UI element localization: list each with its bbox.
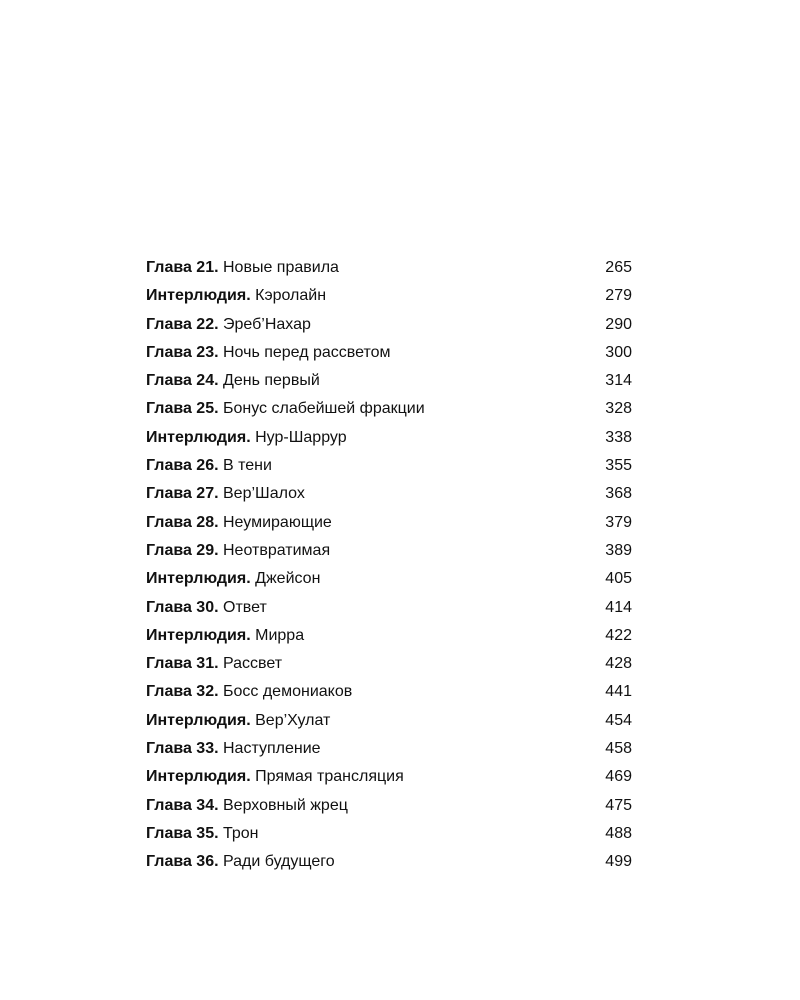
entry-label: Глава 33.: [146, 740, 219, 758]
entry-page-number: 389: [605, 541, 632, 559]
entry-title: Наступление: [223, 740, 321, 758]
entry-title: Бонус слабейшей фракции: [223, 400, 425, 418]
entry-page-number: 300: [605, 343, 632, 361]
entry-label: Глава 21.: [146, 259, 219, 276]
entry-page-number: 488: [605, 824, 632, 842]
entry-heading: [146, 792, 348, 820]
entry-label: Глава 25.: [146, 400, 219, 418]
entry-label: Глава 26.: [146, 457, 219, 475]
toc-entry[interactable]: [146, 594, 632, 622]
entry-page-number: 290: [605, 315, 632, 333]
entry-label: Глава 28.: [146, 513, 219, 531]
toc-entry[interactable]: [146, 820, 632, 848]
entry-label: Интерлюдия.: [146, 428, 251, 446]
entry-title: Неотвратимая: [223, 541, 331, 559]
toc-entry[interactable]: [146, 509, 632, 537]
entry-page-number: 458: [605, 740, 632, 758]
toc-entry[interactable]: [146, 678, 632, 706]
entry-heading: [146, 707, 330, 735]
toc-entry[interactable]: [146, 339, 632, 367]
entry-heading: [146, 735, 321, 763]
entry-title: Неумирающие: [223, 513, 332, 531]
toc-entry[interactable]: [146, 424, 632, 452]
entry-heading: [146, 678, 352, 706]
entry-page-number: 499: [605, 853, 632, 871]
entry-page-number: 405: [605, 570, 632, 588]
toc-entry[interactable]: [146, 707, 632, 735]
entry-page-number: 368: [605, 485, 632, 503]
entry-title: Вер’Хулат: [255, 711, 331, 729]
entry-title: Вер’Шалох: [223, 485, 305, 503]
entry-label: Интерлюдия.: [146, 768, 251, 786]
entry-label: Глава 29.: [146, 541, 219, 559]
entry-page-number: 454: [605, 711, 632, 729]
entry-label: Глава 31.: [146, 655, 219, 673]
entry-heading: [146, 339, 391, 367]
entry-heading: [146, 254, 339, 282]
entry-page-number: 379: [605, 513, 632, 531]
entry-label: Глава 22.: [146, 315, 219, 333]
entry-page-number: 428: [605, 655, 632, 673]
entry-label: Глава 34.: [146, 796, 219, 814]
entry-title: Рассвет: [223, 655, 283, 673]
toc-entry[interactable]: [146, 622, 632, 650]
entry-heading: [146, 622, 304, 650]
entry-label: Интерлюдия.: [146, 626, 251, 644]
toc-entry[interactable]: [146, 311, 632, 339]
toc-entry[interactable]: [146, 848, 632, 876]
toc-entry[interactable]: [146, 367, 632, 395]
entry-title: Верховный жрец: [223, 796, 348, 814]
toc-entry[interactable]: [146, 763, 632, 791]
entry-heading: [146, 367, 320, 395]
entry-heading: [146, 395, 425, 423]
entry-heading: [146, 311, 311, 339]
entry-label: Глава 32.: [146, 683, 219, 701]
entry-heading: [146, 452, 272, 480]
entry-title: Кэролайн: [255, 287, 327, 305]
entry-page-number: 279: [605, 287, 632, 305]
entry-title: Ночь перед рассветом: [223, 343, 391, 361]
entry-title: Трон: [223, 824, 259, 842]
entry-title: День первый: [223, 372, 320, 390]
toc-entry[interactable]: [146, 735, 632, 763]
toc-entry[interactable]: [146, 282, 632, 310]
entry-heading: [146, 848, 335, 876]
entry-label: Глава 35.: [146, 824, 219, 842]
entry-title: Нур-Шаррур: [255, 428, 347, 446]
entry-label: Глава 24.: [146, 372, 219, 390]
toc-entry[interactable]: [146, 395, 632, 423]
entry-page-number: 469: [605, 768, 632, 786]
entry-title: Мирра: [255, 626, 305, 644]
entry-title: Новые правила: [223, 259, 339, 276]
entry-label: Интерлюдия.: [146, 287, 251, 305]
entry-title: Эреб’Нахар: [223, 315, 311, 333]
entry-heading: [146, 650, 282, 678]
entry-label: Глава 30.: [146, 598, 219, 616]
entry-page-number: 314: [605, 372, 632, 390]
toc-entry[interactable]: [146, 537, 632, 565]
entry-page-number: 422: [605, 626, 632, 644]
entry-title: Ответ: [223, 598, 267, 616]
entry-heading: [146, 509, 332, 537]
toc-entry[interactable]: [146, 565, 632, 593]
entry-title: Ради будущего: [223, 853, 335, 871]
entry-heading: [146, 565, 320, 593]
toc-entry[interactable]: [146, 792, 632, 820]
entry-page-number: 441: [605, 683, 632, 701]
entry-heading: [146, 282, 326, 310]
entry-page-number: 475: [605, 796, 632, 814]
entry-title: Прямая трансляция: [255, 768, 404, 786]
toc-entry[interactable]: [146, 650, 632, 678]
entry-heading: [146, 424, 347, 452]
entry-title: Босс демониаков: [223, 683, 353, 701]
toc-entry[interactable]: [146, 452, 632, 480]
entry-label: Интерлюдия.: [146, 711, 251, 729]
entry-heading: [146, 820, 259, 848]
table-of-contents: [146, 254, 632, 877]
entry-label: Глава 27.: [146, 485, 219, 503]
entry-label: Глава 36.: [146, 853, 219, 871]
entry-label: Интерлюдия.: [146, 570, 251, 588]
entry-heading: [146, 537, 330, 565]
toc-entry[interactable]: [146, 254, 632, 282]
entry-title: Джейсон: [255, 570, 321, 588]
entry-title: В тени: [223, 457, 272, 475]
entry-label: Глава 23.: [146, 343, 219, 361]
entry-page-number: 328: [605, 400, 632, 418]
entry-page-number: 355: [605, 457, 632, 475]
toc-entry[interactable]: [146, 480, 632, 508]
entry-heading: [146, 480, 305, 508]
entry-heading: [146, 594, 267, 622]
entry-heading: [146, 763, 404, 791]
entry-page-number: 338: [605, 428, 632, 446]
entry-page-number: 265: [605, 259, 632, 276]
entry-page-number: 414: [605, 598, 632, 616]
